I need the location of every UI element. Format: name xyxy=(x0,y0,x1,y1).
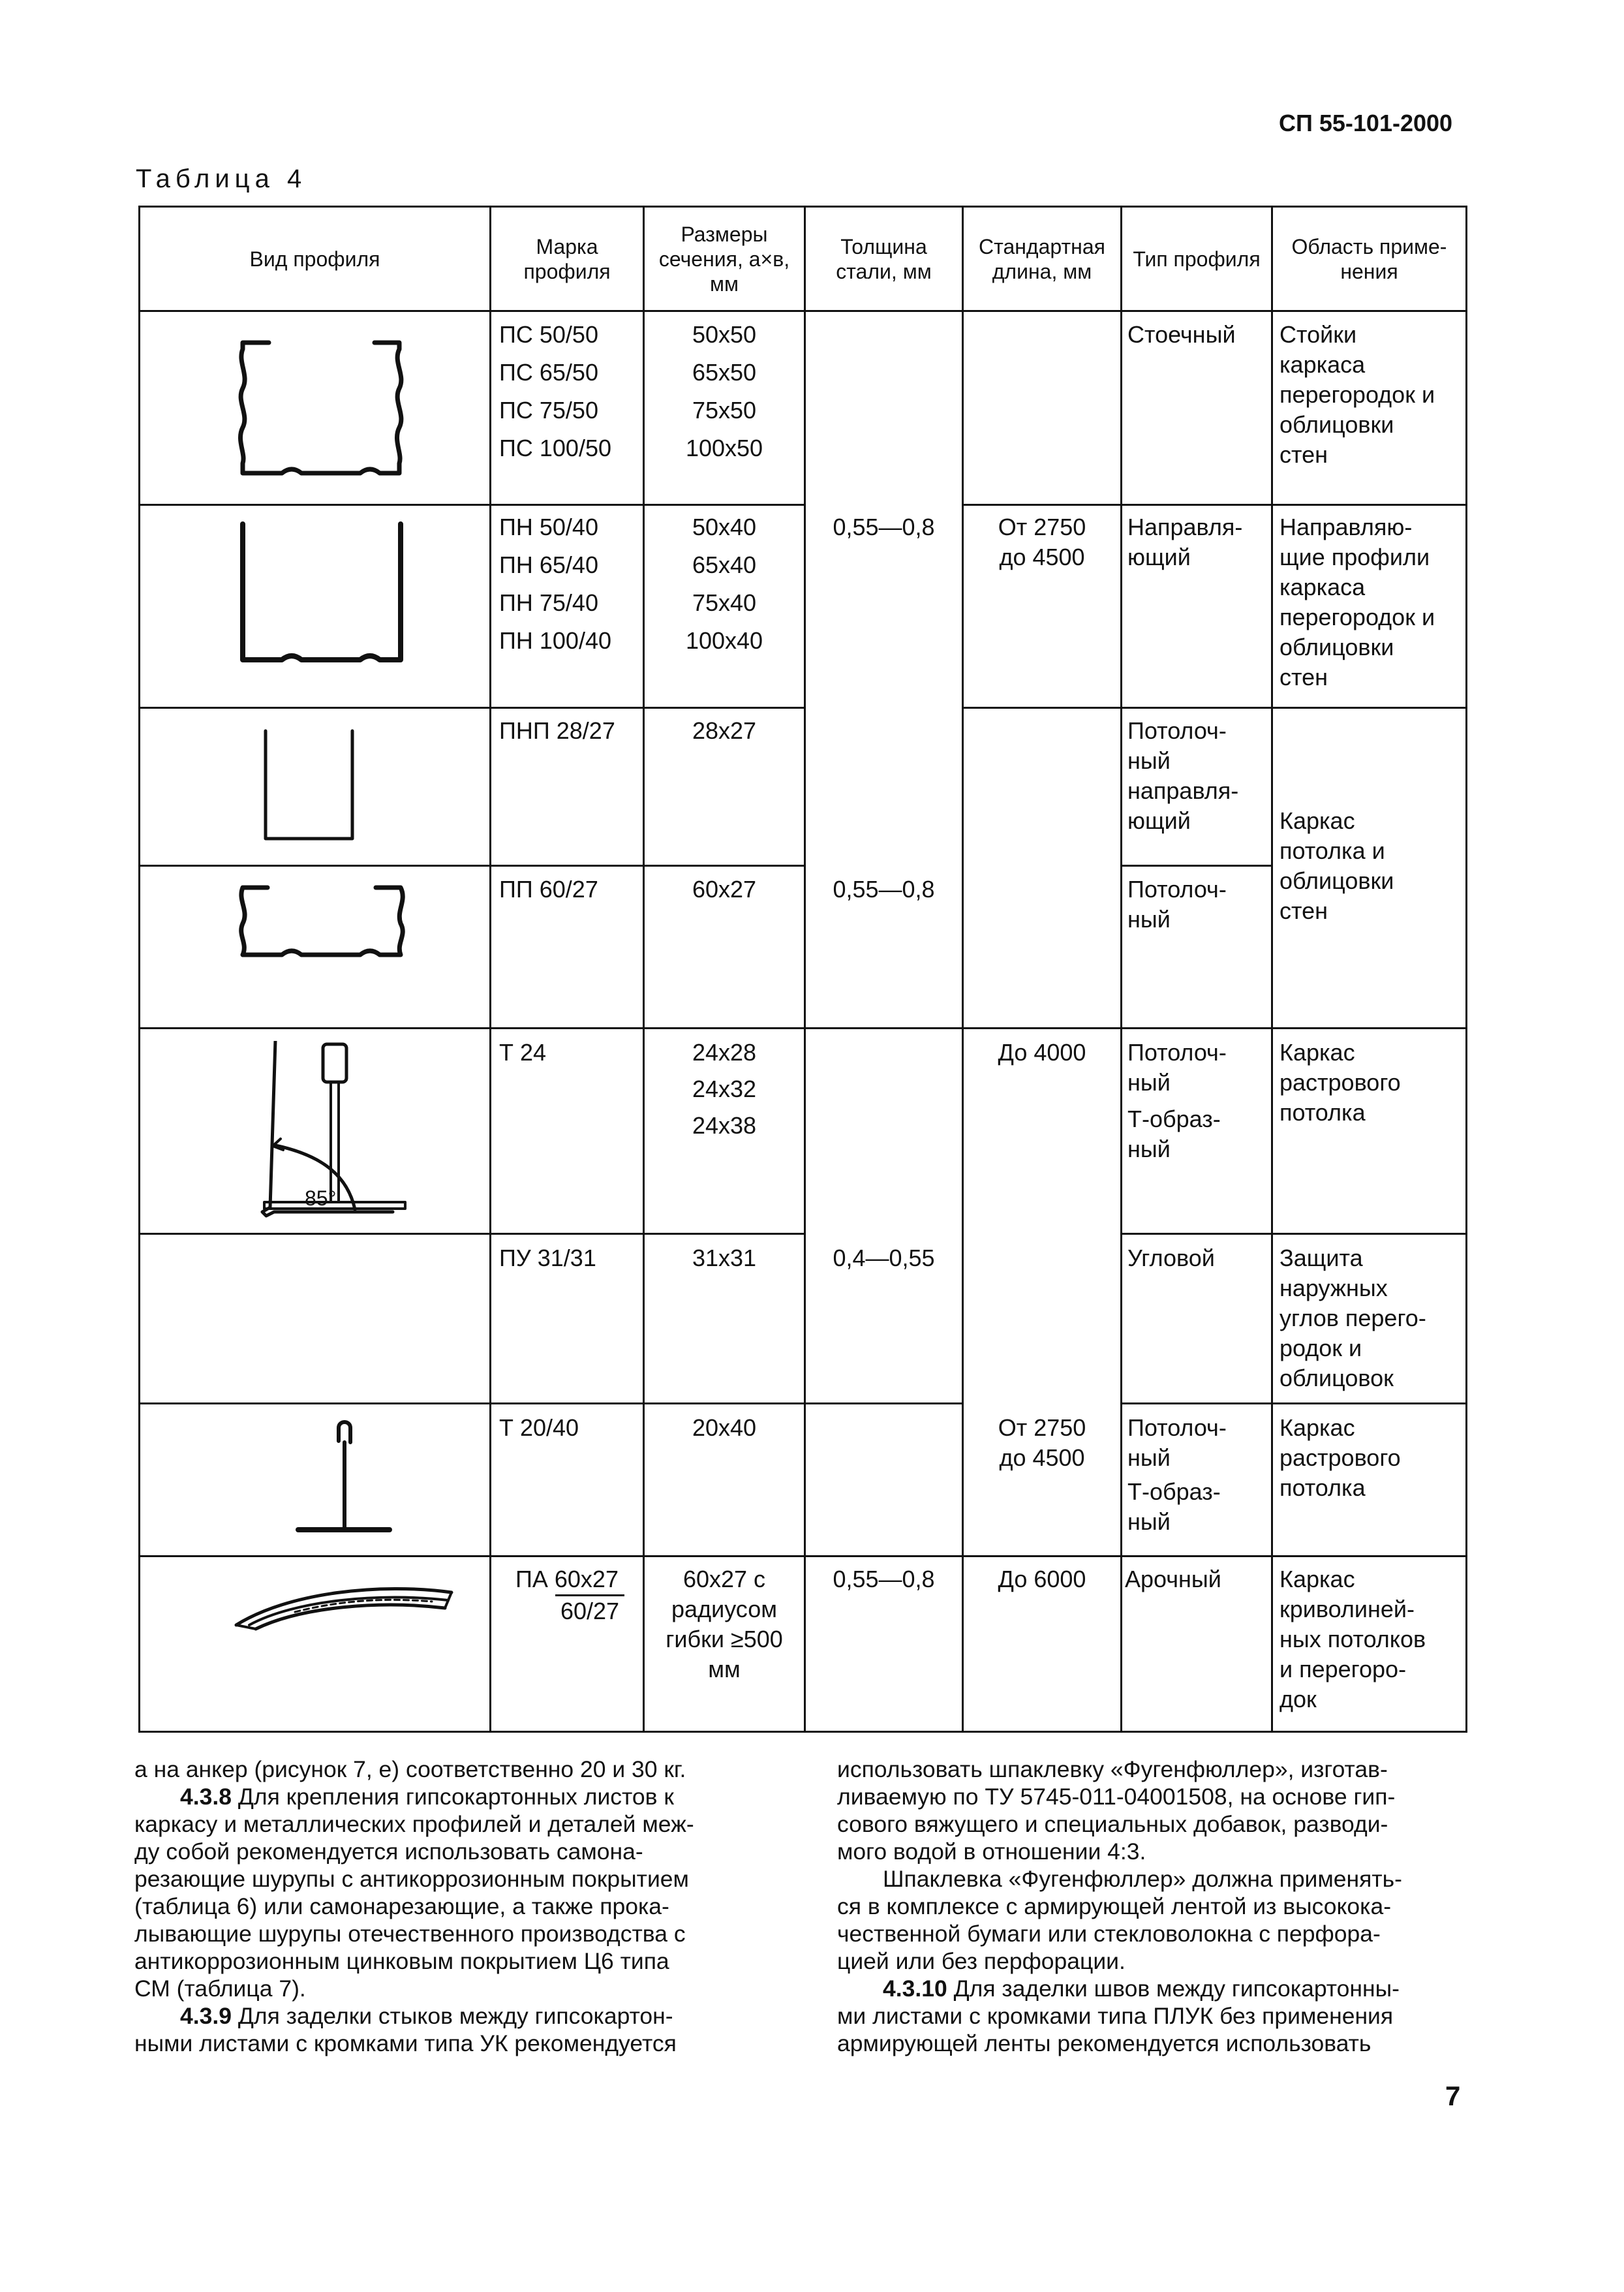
row3-marks: ПНП 28/27 xyxy=(499,717,615,744)
row5-type: Потолоч- ный Т-образ- ный xyxy=(1127,1039,1227,1162)
row5-length: До 4000 xyxy=(998,1039,1086,1066)
row6-area: Защита наружных углов перего- родок и облицовок xyxy=(1279,1245,1426,1391)
thickness-rows-1-2: 0,55—0,8 xyxy=(833,514,935,540)
t20-profile-icon xyxy=(279,1416,409,1547)
row6-type: Угловой xyxy=(1127,1245,1215,1271)
row8-marks: ПА 60x27 60/27 xyxy=(491,1564,643,1626)
body-right-column: использовать шпаклевку «Фугенфюллер», изготав- ливаемую по ТУ 5745-011-04001508, на основе гип- сового вяжущего и специальных добавок, разводи- мого водой в отношении 4:3. Шпаклевка «Фугенфюллер» должна применять- ся в комплексе с армирующей лентой из высокока- чественной бумаги или стекловолокна с перфора- цией или без перфорации. 4.3.10 Для заделки швов между гипсокартонны- ми листами с кромками типа ПЛУК без применения армирующей ленты рекомендуется использовать xyxy=(837,1756,1457,2057)
length-rows-1-4: От 2750 до 4500 xyxy=(998,514,1086,570)
header-mark: Марка профиля xyxy=(523,234,611,283)
area-rows-3-4: Каркас потолка и облицовки стен xyxy=(1279,807,1394,924)
ps-profile-icon xyxy=(230,323,438,480)
paragraph-4-3-9: 4.3.9 Для заделки стыков между гипсокартон- xyxy=(180,2003,673,2029)
row6-marks: ПУ 31/31 xyxy=(499,1245,596,1271)
row2-marks: ПН 50/40 ПН 65/40 ПН 75/40 ПН 100/40 xyxy=(499,514,611,654)
continuation-line: а на анкер (рисунок 7, е) соответственно 20 и 30 кг. xyxy=(134,1756,686,1782)
row1-sizes: 50x50 65x50 75x50 100x50 xyxy=(685,321,763,461)
row7-sizes: 20x40 xyxy=(692,1414,757,1441)
pu-profile-icon xyxy=(243,1041,452,1230)
table-caption: Таблица 4 xyxy=(136,164,307,193)
row4-sizes: 60x27 xyxy=(692,876,757,903)
pnp-profile-icon xyxy=(259,728,376,852)
row6-thickness: 0,4—0,55 xyxy=(833,1245,935,1271)
row7-type: Потолоч- ный Т-образ- ный xyxy=(1127,1414,1227,1535)
pp-profile-icon xyxy=(230,878,438,969)
row5-marks: Т 24 xyxy=(499,1039,547,1066)
page-number: 7 xyxy=(1445,2081,1461,2111)
row2-sizes: 50x40 65x40 75x40 100x40 xyxy=(685,514,763,654)
pn-profile-icon xyxy=(230,518,438,687)
paragraph-4-3-8: 4.3.8 Для крепления гипсокартонных листов к xyxy=(180,1784,674,1810)
row4-marks: ПП 60/27 xyxy=(499,876,598,903)
paragraph-4-3-10: 4.3.10 Для заделки швов между гипсокартонны- xyxy=(883,1975,1400,2002)
profiles-table xyxy=(138,206,1467,1733)
row3-sizes: 28x27 xyxy=(692,717,757,744)
thickness-rows-4-5: 0,55—0,8 xyxy=(833,876,935,903)
row7-length: От 2750 до 4500 xyxy=(998,1414,1086,1471)
pa-profile-icon xyxy=(217,1560,491,1632)
row1-type: Стоечный xyxy=(1127,321,1236,348)
header-area: Область приме- нения xyxy=(1291,234,1447,283)
row8-type: Арочный xyxy=(1125,1566,1221,1592)
row2-type: Направля- ющий xyxy=(1127,514,1243,570)
header-view: Вид профиля xyxy=(249,247,380,271)
header-size: Размеры сечения, а×в, мм xyxy=(658,222,790,296)
row6-sizes: 31x31 xyxy=(692,1245,757,1271)
row8-area: Каркас криволиней- ных потолков и перегоро- док xyxy=(1279,1566,1426,1712)
row8-thickness: 0,55—0,8 xyxy=(833,1566,935,1592)
header-length: Стандартная длина, мм xyxy=(979,234,1105,283)
row7-area: Каркас растрового потолка xyxy=(1279,1414,1401,1501)
row1-marks: ПС 50/50 ПС 65/50 ПС 75/50 ПС 100/50 xyxy=(499,321,611,461)
angle-label: 85° xyxy=(305,1186,337,1210)
body-left-column: а на анкер (рисунок 7, е) соответственно 20 и 30 кг. 4.3.8 Для крепления гипсокартонных листов к каркасу и металлических профилей и деталей меж- ду собой рекомендуется использовать самона- резающие шурупы с антикоррозионным покрытием (таблица 6) или самонарезающие, а также прока- лывающие шурупы отечественного производства с антикоррозионным цинковым покрытием Ц6 типа СМ (таблица 7). 4.3.9 Для заделки стыков между гипсокартон- ными листами с кромками типа УК рекомендуется xyxy=(134,1756,754,2057)
row3-type: Потолоч- ный направля- ющий xyxy=(1127,717,1239,834)
document-code: СП 55-101-2000 xyxy=(1279,110,1453,136)
header-type: Тип профиля xyxy=(1133,247,1261,271)
row5-sizes: 24x28 24x32 24x38 xyxy=(692,1039,757,1139)
row1-area: Стойки каркаса перегородок и облицовки стен xyxy=(1279,321,1435,468)
row4-type: Потолоч- ный xyxy=(1127,876,1227,933)
row5-area: Каркас растрового потолка xyxy=(1279,1039,1401,1126)
row2-area: Направляю- щие профили каркаса перегородок и облицовки стен xyxy=(1279,514,1435,690)
row8-sizes: 60x27 с радиусом гибки ≥500 мм xyxy=(666,1566,783,1682)
paragraph-fugenfuller: Шпаклевка «Фугенфюллер» должна применять- xyxy=(883,1866,1402,1892)
header-thickness: Толщина стали, мм xyxy=(836,234,932,283)
row7-marks: Т 20/40 xyxy=(499,1414,579,1441)
row8-length: До 6000 xyxy=(998,1566,1086,1592)
